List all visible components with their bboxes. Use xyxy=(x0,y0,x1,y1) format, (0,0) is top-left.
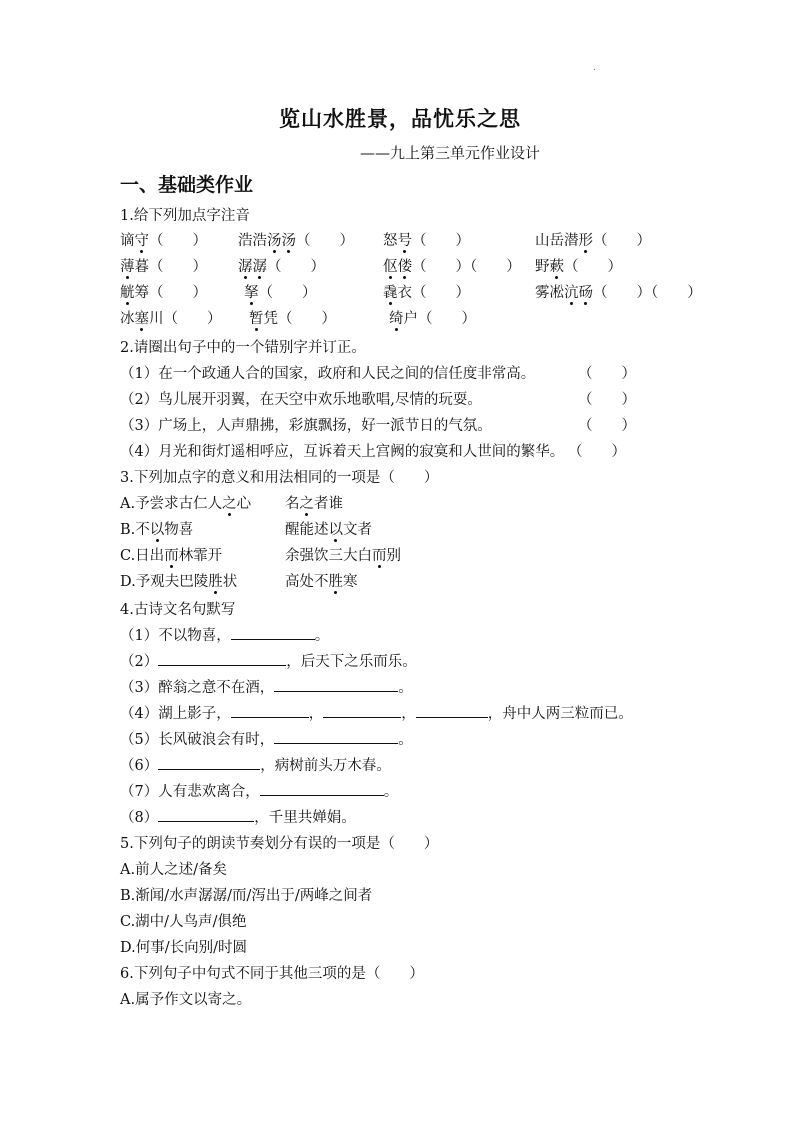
q3-option-a-compare: 名之者谁 xyxy=(285,496,343,512)
emphasis-dot: 觥 xyxy=(120,285,135,301)
q4-text: ，病树前头万木春。 xyxy=(260,758,391,774)
q3-title: 3.下列加点字的意义和用法相同的一项是（ ） xyxy=(120,470,439,486)
q1-item: 毳衣（ ） xyxy=(383,285,470,301)
emphasis-dot: 胜 xyxy=(328,574,343,590)
q5-option: A.前人之述/备矣 xyxy=(120,862,227,878)
q4-text: 。 xyxy=(398,680,413,696)
q2-item: （4）月光和街灯遥相呼应，互诉着天上宫阙的寂寞和人世间的繁华。 xyxy=(120,444,565,460)
q6-title: 6.下列句子中句式不同于其他三项的是（ ） xyxy=(120,966,424,982)
emphasis-dot: 暂 xyxy=(249,311,264,327)
emphasis-dot: 薄 xyxy=(120,259,135,275)
emphasis-dot: 汤 xyxy=(281,233,296,249)
emphasis-dot: 伛 xyxy=(383,259,398,275)
answer-paren: （ ） xyxy=(578,366,636,382)
q1-item: 冰塞川（ ） xyxy=(120,311,222,327)
emphasis-dot: 胜 xyxy=(208,574,223,590)
emphasis-dot: 而 xyxy=(164,548,179,564)
emphasis-dot: 偻 xyxy=(397,259,412,275)
emphasis-dot: 蔌 xyxy=(549,259,564,275)
emphasis-dot: 潺 xyxy=(252,259,267,275)
emphasis-dot: 塞 xyxy=(134,311,149,327)
q3-option-c-compare: 余强饮三大白而别 xyxy=(285,548,401,564)
q4-line xyxy=(120,754,391,775)
q1-item: 山岳潜形（ ） xyxy=(535,233,651,249)
q1-item: 觥筹（ ） xyxy=(120,285,207,301)
q3-option-b-compare: 醒能述以文者 xyxy=(285,522,372,538)
emphasis-dot: 守 xyxy=(134,233,149,249)
answer-blank[interactable] xyxy=(274,729,398,744)
q3-option-d-compare: 高处不胜寒 xyxy=(285,574,358,590)
q1-item: 拏（ ） xyxy=(244,285,317,301)
q6-option: A.属予作文以寄之。 xyxy=(120,992,252,1008)
q1-item: 伛偻（ ）（ ） xyxy=(383,259,521,275)
answer-blank[interactable] xyxy=(323,703,401,718)
emphasis-dot: 砀 xyxy=(578,285,593,301)
q3-option-c: C.日出而林霏开 xyxy=(120,548,223,564)
q1-item: 暂凭（ ） xyxy=(249,311,336,327)
q4-text: ， xyxy=(308,706,324,722)
q1-item: 雾凇沆砀（ ）（ ） xyxy=(535,285,702,301)
emphasis-dot: 以 xyxy=(328,522,343,538)
emphasis-dot: 号 xyxy=(397,233,412,249)
q1-title: 1.给下列加点字注音 xyxy=(120,208,250,224)
q4-text: ，千里共婵娟。 xyxy=(254,810,356,826)
q4-text: 。 xyxy=(383,784,399,800)
q4-text: （4）湖上影子， xyxy=(120,706,231,722)
q4-line xyxy=(120,650,417,671)
q4-line xyxy=(120,728,413,749)
q5-option: C.湖中/人鸟声/俱绝 xyxy=(120,914,247,930)
answer-blank[interactable] xyxy=(416,703,488,718)
q4-line xyxy=(120,702,633,723)
q3-option-b: B.不以物喜 xyxy=(120,522,194,538)
answer-paren: （ ） xyxy=(568,444,626,460)
emphasis-dot: 沆 xyxy=(564,285,579,301)
q1-item: 潺潺（ ） xyxy=(238,259,325,275)
answer-blank[interactable] xyxy=(158,807,254,822)
emphasis-dot: 之 xyxy=(222,496,237,512)
q4-text: （6） xyxy=(120,758,159,774)
q1-item: 绮户（ ） xyxy=(389,311,476,327)
q4-line xyxy=(120,806,356,827)
q4-text: （3）醉翁之意不在酒， xyxy=(120,680,275,696)
q2-title: 2.请圈出句子中的一个错别字并订正。 xyxy=(120,340,366,356)
answer-paren: （ ） xyxy=(578,418,636,434)
section-heading: 一、基础类作业 xyxy=(120,174,254,196)
emphasis-dot: 毳 xyxy=(383,285,398,301)
emphasis-dot: 拏 xyxy=(244,285,259,301)
answer-blank[interactable] xyxy=(274,677,398,692)
answer-blank[interactable] xyxy=(158,755,260,770)
emphasis-dot: 而 xyxy=(372,548,387,564)
q1-item: 薄暮（ ） xyxy=(120,259,207,275)
emphasis-dot: 绮 xyxy=(389,311,404,327)
emphasis-dot: 形 xyxy=(578,233,593,249)
q4-text: 。 xyxy=(314,628,330,644)
q4-text: ， xyxy=(401,706,416,722)
page-title: 览山水胜景，品忧乐之思 xyxy=(279,107,521,131)
q1-item: 怒号（ ） xyxy=(383,233,470,249)
emphasis-dot: 以 xyxy=(149,522,165,538)
emphasis-dot: 之 xyxy=(299,496,314,512)
q1-item: 浩浩汤汤（ ） xyxy=(238,233,354,249)
q3-option-a: A.予尝求古仁人之心 xyxy=(120,496,252,512)
page-subtitle: ——九上第三单元作业设计 xyxy=(360,144,541,162)
q4-text: （2） xyxy=(120,654,159,670)
q2-item: （2）鸟儿展开羽翼，在天空中欢乐地歌唱,尽情的玩耍。 xyxy=(120,392,482,408)
q5-option: D.何事/长向别/时圆 xyxy=(120,940,247,956)
answer-blank[interactable] xyxy=(231,703,309,718)
emphasis-dot: 汤 xyxy=(267,233,282,249)
answer-paren: （ ） xyxy=(578,392,636,408)
q4-text: （1）不以物喜， xyxy=(120,628,231,644)
answer-blank[interactable] xyxy=(158,651,286,666)
q4-text: ，后天下之乐而乐。 xyxy=(286,654,417,670)
q4-line xyxy=(120,676,413,697)
q4-title: 4.古诗文名句默写 xyxy=(120,602,236,618)
answer-blank[interactable] xyxy=(231,625,315,640)
emphasis-dot: 潺 xyxy=(238,259,253,275)
q4-text: （5）长风破浪会有时， xyxy=(120,732,275,748)
q3-option-d: D.予观夫巴陵胜状 xyxy=(120,574,238,590)
q4-text: 。 xyxy=(398,732,413,748)
q5-option: B.渐闻/水声潺潺/而/泻出于/两峰之间者 xyxy=(120,888,373,904)
answer-blank[interactable] xyxy=(260,781,384,796)
q4-line xyxy=(120,624,329,645)
q4-text: （7）人有悲欢离合， xyxy=(120,784,260,800)
q5-title: 5.下列句子的朗读节奏划分有误的一项是（ ） xyxy=(120,836,439,852)
q4-text: （8） xyxy=(120,810,159,826)
q1-item: 谪守（ ） xyxy=(120,233,207,249)
corner-mark: . xyxy=(593,63,596,73)
q4-line xyxy=(120,780,398,801)
q4-text: ，舟中人两三粒而已。 xyxy=(487,706,633,722)
q2-item: （3）广场上，人声鼎拂，彩旗飘扬，好一派节日的气氛。 xyxy=(120,418,492,434)
q1-item: 野蔌（ ） xyxy=(535,259,622,275)
q2-item: （1）在一个政通人合的国家，政府和人民之间的信任度非常高。 xyxy=(120,366,536,382)
